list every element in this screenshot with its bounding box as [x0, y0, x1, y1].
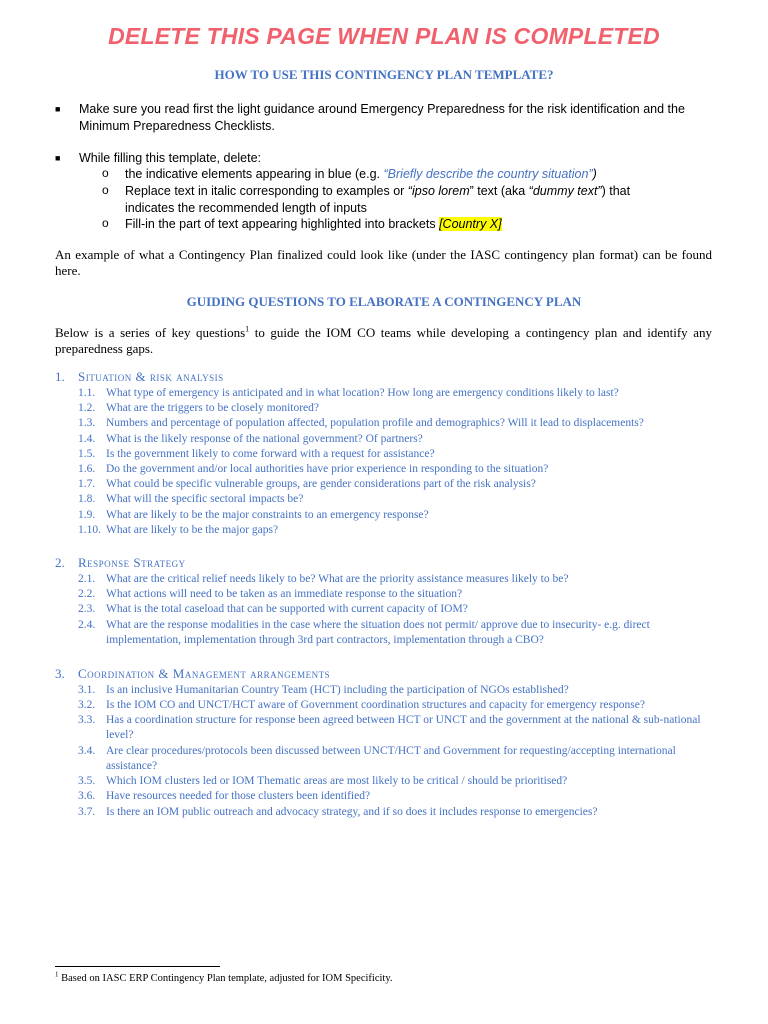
question-number: 1.2.: [78, 402, 96, 415]
question-text: What are likely to be the major constraints to an emergency response?: [106, 508, 429, 521]
question-number: 1.7.: [78, 478, 96, 491]
guiding-questions-heading: GUIDING QUESTIONS TO ELABORATE A CONTINGENCY PLAN: [186, 294, 582, 309]
question-text: Is the government likely to come forward with a request for assistance?: [106, 447, 435, 460]
question-item: [78, 401, 718, 416]
question-text: What are the response modalities in the case where the situation does not permit/ approve due to insecurity- e.g. direct implementation, implementation through 3rd part contractors, implementation through a CBO?: [106, 618, 650, 646]
section-title: Situation & risk analysis: [78, 369, 224, 384]
footnote-separator: [55, 966, 220, 967]
question-item: [78, 805, 718, 820]
question-text: Has a coordination structure for response been agreed between HCT or UNCT and the government at the national & sub-national level?: [106, 714, 701, 742]
intro-paragraph: Below is a series of key questions$^1$ to guide the IOM CO teams while developing a contingency plan and identify any preparedness gaps.: [55, 324, 712, 356]
question-number: 1.10.: [78, 523, 101, 536]
question-item: [78, 477, 718, 492]
question-number: 3.5.: [78, 775, 96, 788]
question-number: 1.9.: [78, 508, 96, 521]
question-text: What are likely to be the major gaps?: [106, 523, 279, 536]
question-number: 3.1.: [78, 684, 96, 696]
question-item: [78, 774, 718, 789]
question-item: [78, 432, 718, 447]
square-bullet-icon: ■: [55, 104, 61, 114]
question-item: [78, 386, 718, 401]
question-item: [78, 447, 718, 462]
question-number: 1.6.: [78, 463, 96, 475]
question-item: [78, 523, 718, 538]
footnote-ref: 1: [245, 324, 250, 334]
bullet-text: Make sure you read first the light guidance around Emergency Preparedness for the risk identification and the: [79, 102, 685, 116]
sub-bullet-blue-elements: o the indicative elements appearing in blue (e.g. “Briefly describe the country situation”): [102, 166, 597, 181]
question-number: 3.3.: [78, 714, 96, 727]
question-number: 3.7.: [78, 805, 96, 818]
question-text: What are the critical relief needs likely to be? What are the priority assistance measures likely to be?: [106, 573, 569, 585]
sub-bullet-highlighted: o Fill-in the part of text appearing highlighted into brackets [Country X]: [102, 216, 502, 231]
bullet-text: While filling this template, delete:: [79, 151, 262, 165]
section-title: Coordination & Management arrangements: [78, 666, 331, 681]
question-text: What is the total caseload that can be supported with current capacity of IOM?: [106, 603, 468, 616]
question-number: 2.3.: [78, 603, 96, 616]
square-bullet-icon: ■: [55, 153, 61, 163]
section-number: 1.: [55, 369, 65, 384]
bullet-read-guidance: [55, 101, 729, 135]
question-item: [78, 618, 718, 648]
question-item: [78, 789, 718, 804]
question-item: [78, 744, 718, 774]
circle-bullet-icon: o: [102, 166, 109, 180]
circle-bullet-icon: o: [102, 183, 109, 197]
question-text: What are the triggers to be closely monitored?: [106, 402, 319, 415]
question-number: 2.4.: [78, 618, 96, 631]
question-number: 2.2.: [78, 588, 96, 601]
bullet-text: Minimum Preparedness Checklists.: [79, 119, 275, 133]
howto-heading: HOW TO USE THIS CONTINGENCY PLAN TEMPLATE?: [214, 67, 554, 82]
circle-bullet-icon: o: [102, 216, 109, 230]
section-heading: [55, 666, 330, 682]
question-text: Do the government and/or local authorities have prior experience in responding to the situation?: [106, 463, 549, 475]
question-item: [78, 416, 718, 431]
question-number: 3.6.: [78, 790, 96, 803]
question-text: What is the likely response of the national government? Of partners?: [106, 432, 423, 445]
blue-example-text: “Briefly describe the country situation”: [383, 167, 593, 181]
question-item: [78, 462, 718, 477]
question-text: Which IOM clusters led or IOM Thematic areas are most likely to be critical / should be prioritised?: [106, 775, 568, 788]
question-text: Is an inclusive Humanitarian Country Team (HCT) including the participation of NGOs established?: [106, 684, 569, 696]
question-number: 1.8.: [78, 493, 96, 506]
question-item: [78, 698, 718, 713]
question-number: 1.4.: [78, 432, 96, 445]
section-title: Response Strategy: [78, 555, 186, 570]
section-heading: [55, 555, 186, 571]
question-item: [78, 713, 718, 743]
question-text: What will the specific sectoral impacts be?: [106, 493, 304, 506]
footnote: $^1$ Based on IASC ERP Contingency Plan template, adjusted for IOM Specificity.: [55, 970, 393, 984]
question-text: Have resources needed for those clusters been identified?: [106, 790, 371, 803]
question-item: [78, 587, 718, 602]
sub-bullet-italic-text: o Replace text in italic corresponding to examples or “ipso lorem” text (aka “dummy text”) that indicates the recommended length of inputs: [102, 183, 631, 215]
question-number: 3.2.: [78, 699, 96, 712]
question-text: What could be specific vulnerable groups, are gender considerations part of the risk analysis?: [106, 478, 536, 491]
question-number: 3.4.: [78, 744, 96, 757]
question-item: [78, 602, 718, 617]
question-text: Is there an IOM public outreach and advocacy strategy, and if so does it includes response to emergencies?: [106, 805, 598, 818]
question-item: [78, 683, 718, 698]
question-text: What actions will need to be taken as an immediate response to the situation?: [106, 588, 463, 601]
question-item: [78, 508, 718, 523]
question-item: [78, 492, 718, 507]
question-number: 1.5.: [78, 447, 96, 460]
question-number: 2.1.: [78, 573, 96, 585]
section-number: 3.: [55, 666, 65, 681]
delete-page-banner: DELETE THIS PAGE WHEN PLAN IS COMPLETED: [108, 23, 660, 49]
question-text: Is the IOM CO and UNCT/HCT aware of Government coordination structures and capacity for emergency response?: [106, 699, 645, 712]
question-number: 1.3.: [78, 417, 96, 430]
question-text: Are clear procedures/protocols been discussed between UNCT/HCT and Government for requesting/accepting international assistance?: [106, 744, 676, 772]
section-number: 2.: [55, 555, 65, 570]
question-text: Numbers and percentage of population affected, population profile and demographics? Will it lead to displacements?: [106, 417, 644, 430]
question-item: [78, 572, 718, 587]
highlighted-placeholder: [Country X]: [439, 217, 502, 231]
question-number: 1.1.: [78, 387, 96, 399]
question-text: What type of emergency is anticipated and in what location? How long are emergency conditions likely to last?: [106, 387, 619, 399]
section-heading: [55, 369, 224, 385]
bullet-filling-template: [55, 150, 729, 167]
example-paragraph: An example of what a Contingency Plan finalized could look like (under the IASC contingency plan format) can be found here.: [55, 247, 712, 278]
